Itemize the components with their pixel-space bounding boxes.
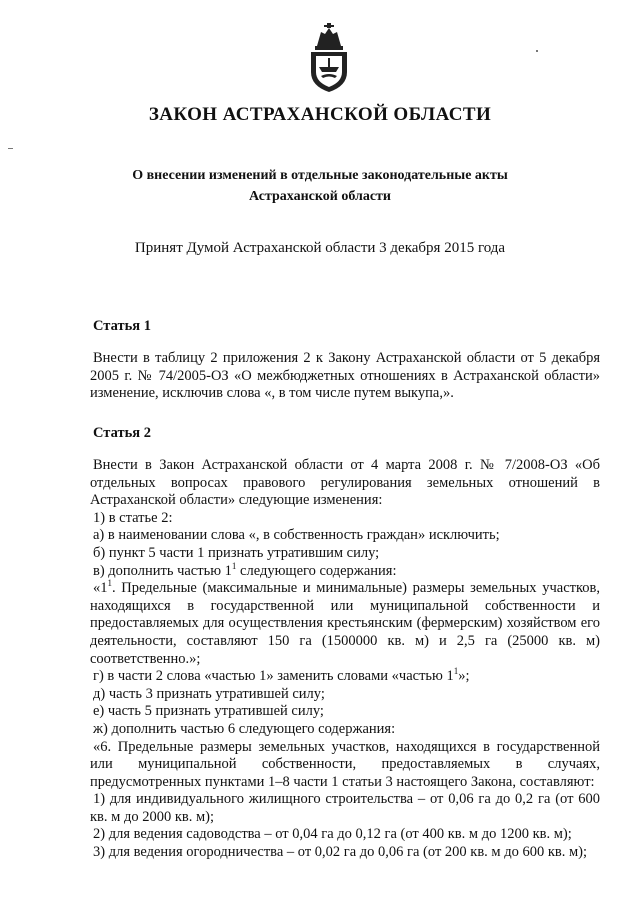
- quoted-text: [90, 580, 600, 668]
- article-1-text: Внести в таблицу 2 приложения 2 к Закону Астраханской области от 5 декабря 2005 г. № 74/2005-ОЗ «О межбюджетных отношениях в Астраханской области» изменение, исключив слова «, в том числе путем выкупа,».: [90, 350, 600, 402]
- text-fragment: «1: [93, 580, 108, 597]
- list-item: 1) в статье 2:: [93, 509, 173, 526]
- text-fragment: . Предельные (максимальные и минимальные) размеры земельных участков, находящихся в государственной или муниципальной собственности и предоставляемых для осуществления крестьянским (фермерским) хозяйством его деятельности, составляют 150 га (1500000 кв. м) и 2,5 га (25000 кв. м) соответственно.»;: [90, 580, 600, 667]
- list-item: а) в наименовании слова «, в собственность граждан» исключить;: [93, 527, 500, 544]
- list-item: 1) для индивидуального жилищного строительства – от 0,06 га до 0,2 га (от 600 кв. м до 2000 кв. м);: [90, 791, 600, 825]
- superscript: 1: [231, 560, 237, 571]
- article-1-body: [90, 350, 600, 403]
- text-fragment: г) в части 2 слова «частью 1» заменить словами «частью 1: [93, 668, 454, 685]
- subtitle-line: О внесении изменений в отдельные законодательные акты: [132, 168, 508, 183]
- quoted-text: «6. Предельные размеры земельных участков, находящихся в государственной или муниципальной собственности, предоставляемых в случаях, предусмотренных пунктами 1–8 части 1 статьи 3 настоящего Закона, составляют:: [90, 738, 600, 790]
- list-item: б) пункт 5 части 1 признать утратившим силу;: [93, 544, 380, 561]
- list-item: ж) дополнить частью 6 следующего содержания:: [93, 720, 396, 737]
- subtitle-line: Астраханской области: [248, 189, 392, 204]
- scan-speck: [8, 148, 13, 149]
- list-item: [90, 560, 600, 581]
- article-1-heading: Статья 1: [93, 318, 151, 334]
- list-item: 3) для ведения огородничества – от 0,02 га до 0,06 га (от 200 кв. м до 600 кв. м);: [93, 844, 588, 861]
- article-2-heading: Статья 2: [93, 425, 151, 441]
- text-fragment: следующего содержания:: [236, 562, 397, 579]
- superscript: 1: [107, 578, 112, 589]
- text-fragment: »;: [458, 668, 470, 685]
- list-item: [90, 668, 600, 686]
- article-2-intro: Внести в Закон Астраханской области от 4 марта 2008 г. № 7/2008-ОЗ «Об отдельных вопросах правового регулирования земельных отношений в Астраханской области» следующие изменения:: [90, 457, 600, 509]
- text-fragment: в) дополнить частью 1: [93, 562, 232, 579]
- list-item: д) часть 3 признать утратившей силу;: [93, 685, 325, 702]
- scan-speck: [536, 50, 538, 52]
- article-2-body: [90, 457, 600, 862]
- law-subtitle: [0, 165, 640, 207]
- coat-of-arms-emblem: [303, 22, 355, 94]
- superscript: 1: [453, 666, 459, 677]
- list-item: е) часть 5 признать утратившей силу;: [93, 703, 324, 720]
- adoption-date: Принят Думой Астраханской области 3 декабря 2015 года: [134, 240, 506, 256]
- list-item: 2) для ведения садоводства – от 0,04 га до 0,12 га (от 400 кв. м до 1200 кв. м);: [93, 826, 572, 843]
- law-title: ЗАКОН АСТРАХАНСКОЙ ОБЛАСТИ: [148, 104, 492, 125]
